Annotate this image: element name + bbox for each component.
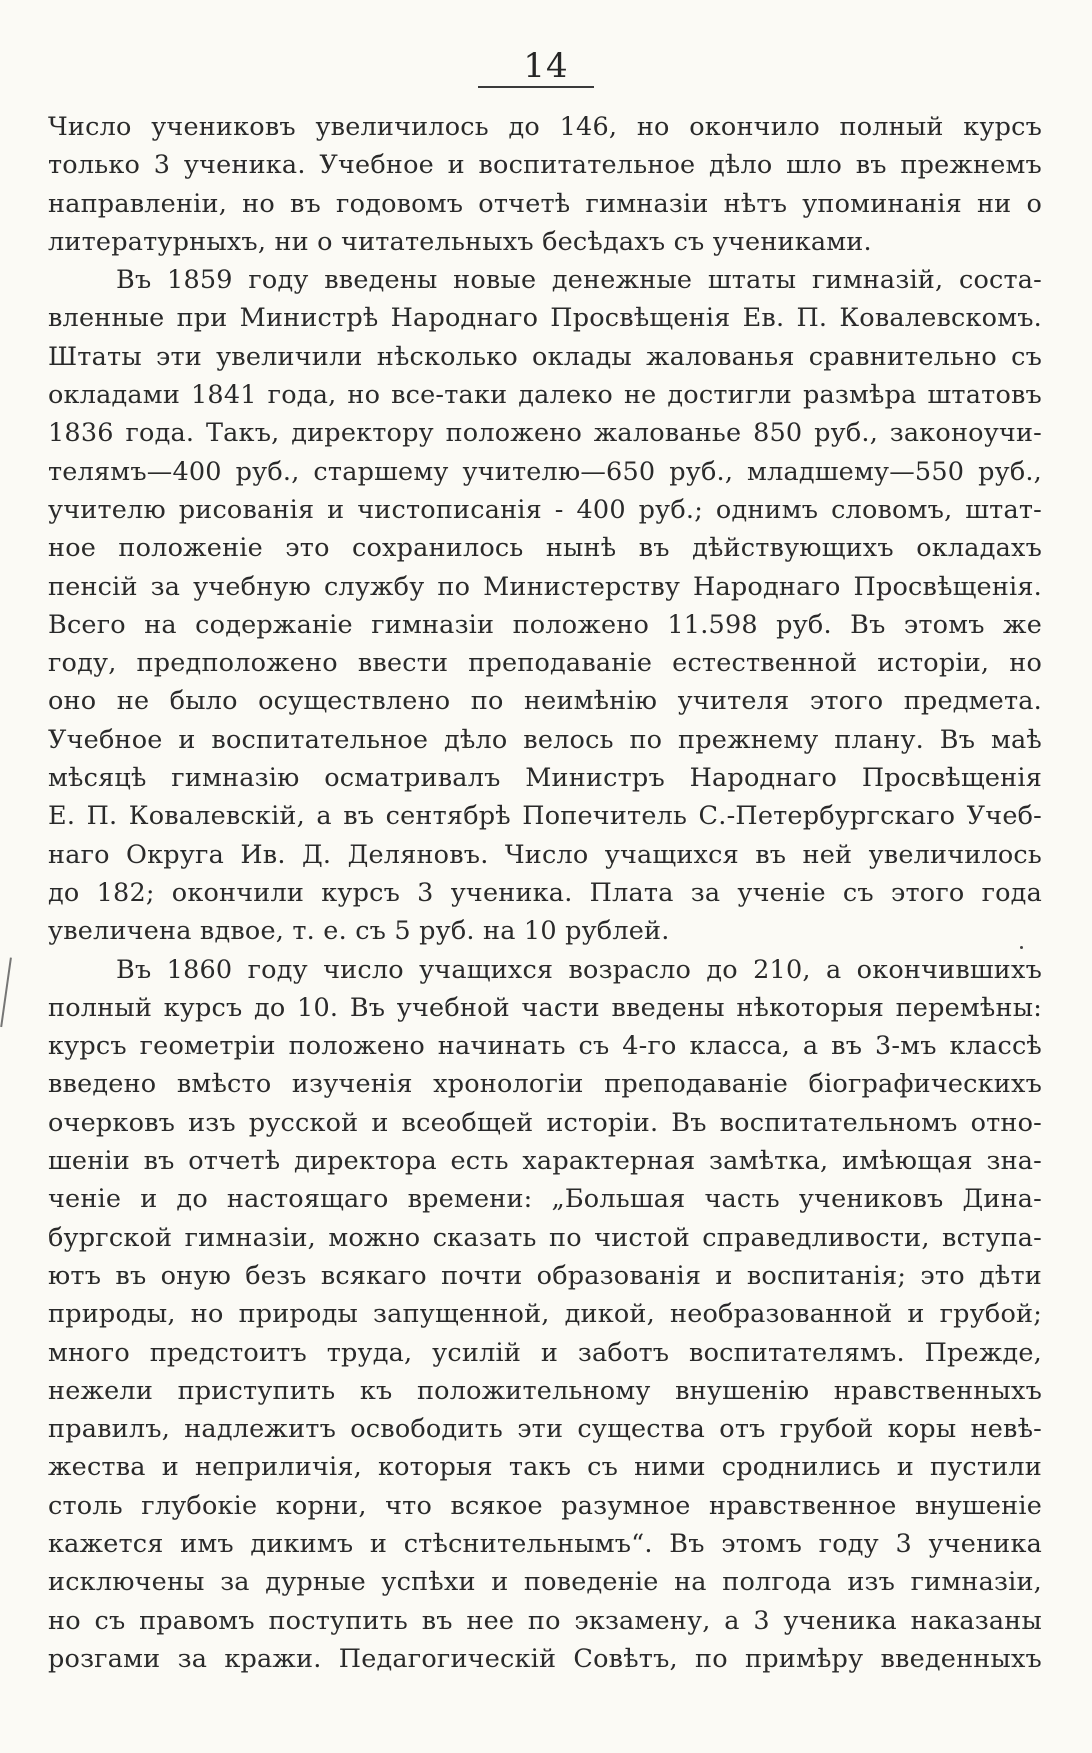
text-line: увеличена вдвое, т. е. съ 5 руб. на 10 рублей. <box>48 916 670 947</box>
text-line: полный курсъ до 10. Въ учебной части введены нѣкоторыя перемѣны: <box>48 992 1042 1023</box>
text-line: телямъ—400 руб., старшему учителю—650 руб., младшему—550 руб., <box>48 456 1042 487</box>
text-line: вленные при Министрѣ Народнаго Просвѣщенія Ев. П. Ковалевскомъ. <box>48 303 1042 334</box>
text-line: наго Округа Ив. Д. Деляновъ. Число учащихся въ ней увеличилось <box>48 839 1042 870</box>
text-line: Всего на содержаніе гимназіи положено 11.598 руб. Въ этомъ же <box>48 609 1042 640</box>
paragraph-start-line: Въ 1860 году число учащихся возрасло до 210, а окончившихъ <box>116 954 1042 985</box>
text-line: направленіи, но въ годовомъ отчетѣ гимназіи нѣтъ упоминанія ни о <box>48 188 1042 219</box>
print-speck <box>1020 946 1023 949</box>
paragraph-start-line: Въ 1859 году введены новые денежные штаты гимназій, соста- <box>116 265 1042 296</box>
text-line: ютъ въ оную безъ всякаго почти образованія и воспитанія; это дѣти <box>48 1260 1042 1291</box>
text-line: окладами 1841 года, но все-таки далеко не достигли размѣра штатовъ <box>48 380 1042 411</box>
text-line: пенсій за учебную службу по Министерству Народнаго Просвѣщенія. <box>48 571 1042 602</box>
margin-pencil-mark <box>0 958 22 1029</box>
text-line: курсъ геометріи положено начинать съ 4-го класса, а въ 3-мъ классѣ <box>48 1031 1042 1062</box>
text-line: Число учениковъ увеличилось до 146, но окончило полный курсъ <box>48 112 1042 142</box>
text-line: столь глубокіе корни, что всякое разумное нравственное внушеніе <box>48 1490 1042 1521</box>
text-line: шеніи въ отчетѣ директора есть характерная замѣтка, имѣющая зна- <box>48 1146 1042 1177</box>
text-line: много предстоитъ труда, усилій и заботъ воспитателямъ. Прежде, <box>48 1337 1042 1368</box>
header-rule <box>478 86 594 88</box>
text-line: Учебное и воспитательное дѣло велось по прежнему плану. Въ маѣ <box>48 724 1042 755</box>
text-line: Е. П. Ковалевскій, а въ сентябрѣ Попечитель С.-Петербургскаго Учеб- <box>48 801 1042 832</box>
text-line: правилъ, надлежитъ освободить эти существа отъ грубой коры невѣ- <box>48 1414 1042 1445</box>
text-line: введено вмѣсто изученія хронологіи преподаваніе біографическихъ <box>48 1069 1042 1100</box>
text-line: оно не было осуществлено по неимѣнію учителя этого предмета. <box>48 686 1042 717</box>
text-line: 1836 года. Такъ, директору положено жалованье 850 руб., законоучи- <box>48 418 1042 449</box>
text-line: литературныхъ, ни о читательныхъ бесѣдахъ съ учениками. <box>48 226 872 257</box>
text-line: учителю рисованія и чистописанія - 400 руб.; однимъ словомъ, штат- <box>48 494 1042 525</box>
text-line: жества и неприличія, которыя такъ съ ними сроднились и пустили <box>48 1452 1042 1483</box>
text-line: мѣсяцѣ гимназію осматривалъ Министръ Народнаго Просвѣщенія <box>48 763 1042 794</box>
text-line: но съ правомъ поступить въ нее по экзамену, а 3 ученика наказаны <box>48 1605 1042 1636</box>
text-line: бургской гимназіи, можно сказать по чистой справедливости, вступа- <box>48 1222 1042 1253</box>
text-line: исключены за дурные успѣхи и поведеніе на полгода изъ гимназіи, <box>48 1567 1042 1598</box>
text-line: только 3 ученика. Учебное и воспитательное дѣло шло въ прежнемъ <box>48 150 1042 181</box>
body-text <box>48 108 1042 1678</box>
text-line: Штаты эти увеличили нѣсколько оклады жалованья сравнительно съ <box>48 341 1042 372</box>
text-line: природы, но природы запущенной, дикой, необразованной и грубой; <box>48 1299 1042 1330</box>
text-line: до 182; окончили курсъ 3 ученика. Плата за ученіе съ этого года <box>48 877 1042 908</box>
text-line: ное положеніе это сохранилось нынѣ въ дѣйствующихъ окладахъ <box>48 533 1042 564</box>
page-number: 14 <box>523 46 569 86</box>
text-line: очерковъ изъ русской и всеобщей исторіи. Въ воспитательномъ отно- <box>48 1107 1042 1138</box>
text-line: нежели приступить къ положительному внушенію нравственныхъ <box>48 1375 1042 1406</box>
text-line: году, предположено ввести преподаваніе естественной исторіи, но <box>48 648 1042 679</box>
text-line: кажется имъ дикимъ и стѣснительнымъ“. Въ этомъ году 3 ученика <box>48 1528 1042 1559</box>
text-line: ченіе и до настоящаго времени: „Большая часть учениковъ Дина- <box>48 1184 1042 1215</box>
text-line: розгами за кражи. Педагогическій Совѣтъ, по примѣру введенныхъ <box>48 1643 1042 1674</box>
